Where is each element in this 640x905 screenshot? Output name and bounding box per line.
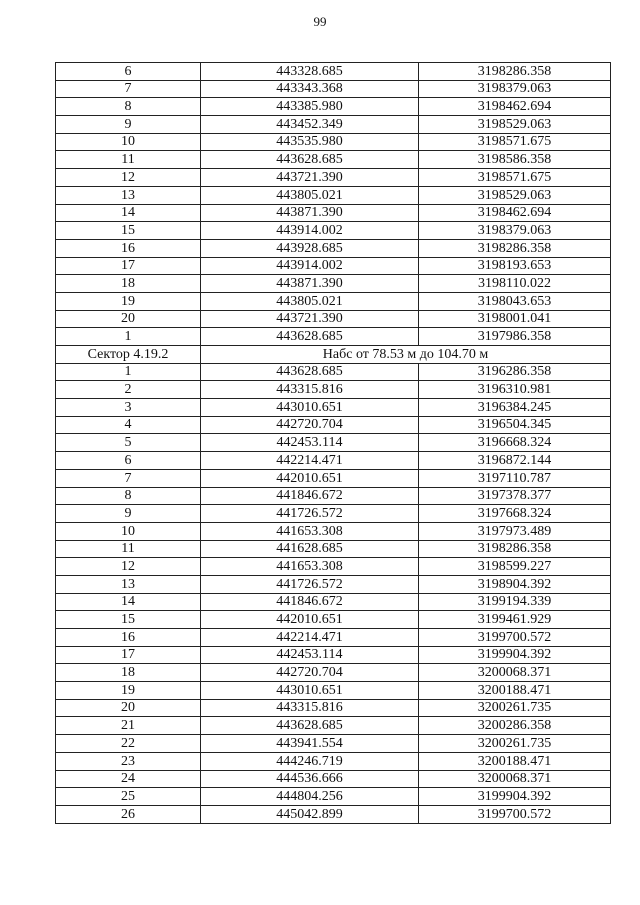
x-coordinate-cell: 442453.114 <box>201 646 419 664</box>
point-number-cell: 19 <box>56 292 201 310</box>
y-coordinate-cell: 3196872.144 <box>419 452 611 470</box>
point-number-cell: 6 <box>56 452 201 470</box>
y-coordinate-cell: 3198001.041 <box>419 310 611 328</box>
point-number-cell: 12 <box>56 169 201 187</box>
x-coordinate-cell: 443010.651 <box>201 682 419 700</box>
point-number-cell: 7 <box>56 469 201 487</box>
y-coordinate-cell: 3196310.981 <box>419 381 611 399</box>
table-row <box>56 310 611 328</box>
y-coordinate-cell: 3198599.227 <box>419 558 611 576</box>
point-number-cell: 3 <box>56 399 201 417</box>
table-row <box>56 469 611 487</box>
x-coordinate-cell: 442453.114 <box>201 434 419 452</box>
point-number-cell: 8 <box>56 487 201 505</box>
y-coordinate-cell: 3199461.929 <box>419 611 611 629</box>
sector-header-row <box>56 346 611 364</box>
y-coordinate-cell: 3198586.358 <box>419 151 611 169</box>
point-number-cell: 15 <box>56 611 201 629</box>
table-row <box>56 522 611 540</box>
point-number-cell: 26 <box>56 805 201 823</box>
y-coordinate-cell: 3198043.653 <box>419 292 611 310</box>
point-number-cell: 9 <box>56 505 201 523</box>
point-number-cell: 8 <box>56 98 201 116</box>
y-coordinate-cell: 3197973.489 <box>419 522 611 540</box>
y-coordinate-cell: 3198379.063 <box>419 222 611 240</box>
point-number-cell: 5 <box>56 434 201 452</box>
x-coordinate-cell: 443385.980 <box>201 98 419 116</box>
table-row <box>56 116 611 134</box>
x-coordinate-cell: 443452.349 <box>201 116 419 134</box>
coordinates-table <box>55 62 611 824</box>
table-row <box>56 770 611 788</box>
x-coordinate-cell: 443535.980 <box>201 133 419 151</box>
point-number-cell: 20 <box>56 699 201 717</box>
point-number-cell: 2 <box>56 381 201 399</box>
x-coordinate-cell: 444804.256 <box>201 788 419 806</box>
table-row <box>56 575 611 593</box>
x-coordinate-cell: 443805.021 <box>201 186 419 204</box>
y-coordinate-cell: 3200188.471 <box>419 682 611 700</box>
x-coordinate-cell: 444536.666 <box>201 770 419 788</box>
table-row <box>56 540 611 558</box>
y-coordinate-cell: 3199700.572 <box>419 805 611 823</box>
table-row <box>56 593 611 611</box>
point-number-cell: 20 <box>56 310 201 328</box>
x-coordinate-cell: 443628.685 <box>201 363 419 381</box>
x-coordinate-cell: 444246.719 <box>201 752 419 770</box>
y-coordinate-cell: 3198462.694 <box>419 98 611 116</box>
x-coordinate-cell: 441628.685 <box>201 540 419 558</box>
coordinates-group-2 <box>56 363 611 823</box>
x-coordinate-cell: 441653.308 <box>201 522 419 540</box>
x-coordinate-cell: 443805.021 <box>201 292 419 310</box>
table-row <box>56 169 611 187</box>
table-row <box>56 629 611 647</box>
point-number-cell: 12 <box>56 558 201 576</box>
x-coordinate-cell: 443010.651 <box>201 399 419 417</box>
table-row <box>56 204 611 222</box>
point-number-cell: 22 <box>56 735 201 753</box>
point-number-cell: 4 <box>56 416 201 434</box>
table-row <box>56 646 611 664</box>
table-row <box>56 328 611 346</box>
y-coordinate-cell: 3198571.675 <box>419 133 611 151</box>
x-coordinate-cell: 442214.471 <box>201 629 419 647</box>
y-coordinate-cell: 3200261.735 <box>419 735 611 753</box>
point-number-cell: 14 <box>56 204 201 222</box>
table-row <box>56 735 611 753</box>
point-number-cell: 16 <box>56 239 201 257</box>
point-number-cell: 24 <box>56 770 201 788</box>
point-number-cell: 11 <box>56 540 201 558</box>
x-coordinate-cell: 442720.704 <box>201 416 419 434</box>
table-row <box>56 487 611 505</box>
point-number-cell: 16 <box>56 629 201 647</box>
sector-altitude-range: Набс от 78.53 м до 104.70 м <box>201 346 611 364</box>
point-number-cell: 6 <box>56 63 201 81</box>
x-coordinate-cell: 442010.651 <box>201 469 419 487</box>
y-coordinate-cell: 3200188.471 <box>419 752 611 770</box>
point-number-cell: 15 <box>56 222 201 240</box>
y-coordinate-cell: 3196384.245 <box>419 399 611 417</box>
point-number-cell: 11 <box>56 151 201 169</box>
y-coordinate-cell: 3200068.371 <box>419 664 611 682</box>
y-coordinate-cell: 3198529.063 <box>419 186 611 204</box>
x-coordinate-cell: 441726.572 <box>201 575 419 593</box>
point-number-cell: 17 <box>56 257 201 275</box>
table-row <box>56 381 611 399</box>
table-row <box>56 699 611 717</box>
point-number-cell: 10 <box>56 133 201 151</box>
table-row <box>56 80 611 98</box>
table-row <box>56 752 611 770</box>
x-coordinate-cell: 441846.672 <box>201 487 419 505</box>
x-coordinate-cell: 443315.816 <box>201 699 419 717</box>
x-coordinate-cell: 443628.685 <box>201 717 419 735</box>
y-coordinate-cell: 3198286.358 <box>419 239 611 257</box>
table-row <box>56 452 611 470</box>
x-coordinate-cell: 441726.572 <box>201 505 419 523</box>
table-row <box>56 363 611 381</box>
x-coordinate-cell: 441653.308 <box>201 558 419 576</box>
point-number-cell: 9 <box>56 116 201 134</box>
y-coordinate-cell: 3200286.358 <box>419 717 611 735</box>
table-row <box>56 664 611 682</box>
y-coordinate-cell: 3198571.675 <box>419 169 611 187</box>
point-number-cell: 23 <box>56 752 201 770</box>
x-coordinate-cell: 443721.390 <box>201 169 419 187</box>
x-coordinate-cell: 443941.554 <box>201 735 419 753</box>
x-coordinate-cell: 442214.471 <box>201 452 419 470</box>
table-row <box>56 239 611 257</box>
point-number-cell: 18 <box>56 664 201 682</box>
y-coordinate-cell: 3198110.022 <box>419 275 611 293</box>
x-coordinate-cell: 443914.002 <box>201 222 419 240</box>
page-number: 99 <box>313 14 327 29</box>
table-row <box>56 292 611 310</box>
y-coordinate-cell: 3196668.324 <box>419 434 611 452</box>
point-number-cell: 19 <box>56 682 201 700</box>
table-row <box>56 717 611 735</box>
point-number-cell: 1 <box>56 328 201 346</box>
y-coordinate-cell: 3197986.358 <box>419 328 611 346</box>
x-coordinate-cell: 445042.899 <box>201 805 419 823</box>
y-coordinate-cell: 3199700.572 <box>419 629 611 647</box>
y-coordinate-cell: 3200068.371 <box>419 770 611 788</box>
x-coordinate-cell: 443628.685 <box>201 328 419 346</box>
point-number-cell: 14 <box>56 593 201 611</box>
y-coordinate-cell: 3198529.063 <box>419 116 611 134</box>
y-coordinate-cell: 3198379.063 <box>419 80 611 98</box>
y-coordinate-cell: 3198286.358 <box>419 63 611 81</box>
sector-label: Сектор 4.19.2 <box>56 346 201 364</box>
table-row <box>56 505 611 523</box>
x-coordinate-cell: 443721.390 <box>201 310 419 328</box>
table-row <box>56 151 611 169</box>
table-row <box>56 682 611 700</box>
table-row <box>56 788 611 806</box>
x-coordinate-cell: 442720.704 <box>201 664 419 682</box>
y-coordinate-cell: 3197668.324 <box>419 505 611 523</box>
table-row <box>56 399 611 417</box>
table-row <box>56 611 611 629</box>
y-coordinate-cell: 3199194.339 <box>419 593 611 611</box>
table-row <box>56 416 611 434</box>
table-row <box>56 133 611 151</box>
y-coordinate-cell: 3196504.345 <box>419 416 611 434</box>
point-number-cell: 25 <box>56 788 201 806</box>
table-row <box>56 558 611 576</box>
x-coordinate-cell: 443914.002 <box>201 257 419 275</box>
table-row <box>56 805 611 823</box>
point-number-cell: 21 <box>56 717 201 735</box>
table-row <box>56 63 611 81</box>
x-coordinate-cell: 443328.685 <box>201 63 419 81</box>
y-coordinate-cell: 3198904.392 <box>419 575 611 593</box>
table-row <box>56 186 611 204</box>
point-number-cell: 1 <box>56 363 201 381</box>
point-number-cell: 18 <box>56 275 201 293</box>
x-coordinate-cell: 443871.390 <box>201 204 419 222</box>
y-coordinate-cell: 3197110.787 <box>419 469 611 487</box>
table-row <box>56 257 611 275</box>
x-coordinate-cell: 443871.390 <box>201 275 419 293</box>
x-coordinate-cell: 443343.368 <box>201 80 419 98</box>
y-coordinate-cell: 3196286.358 <box>419 363 611 381</box>
sector-header-group <box>56 346 611 364</box>
point-number-cell: 13 <box>56 186 201 204</box>
y-coordinate-cell: 3198193.653 <box>419 257 611 275</box>
point-number-cell: 7 <box>56 80 201 98</box>
y-coordinate-cell: 3198286.358 <box>419 540 611 558</box>
x-coordinate-cell: 443628.685 <box>201 151 419 169</box>
table-row <box>56 275 611 293</box>
point-number-cell: 10 <box>56 522 201 540</box>
x-coordinate-cell: 441846.672 <box>201 593 419 611</box>
coordinates-group-1 <box>56 63 611 346</box>
y-coordinate-cell: 3199904.392 <box>419 788 611 806</box>
table-row <box>56 434 611 452</box>
point-number-cell: 13 <box>56 575 201 593</box>
x-coordinate-cell: 443928.685 <box>201 239 419 257</box>
y-coordinate-cell: 3200261.735 <box>419 699 611 717</box>
y-coordinate-cell: 3197378.377 <box>419 487 611 505</box>
y-coordinate-cell: 3198462.694 <box>419 204 611 222</box>
y-coordinate-cell: 3199904.392 <box>419 646 611 664</box>
x-coordinate-cell: 442010.651 <box>201 611 419 629</box>
x-coordinate-cell: 443315.816 <box>201 381 419 399</box>
point-number-cell: 17 <box>56 646 201 664</box>
table-row <box>56 222 611 240</box>
table-row <box>56 98 611 116</box>
